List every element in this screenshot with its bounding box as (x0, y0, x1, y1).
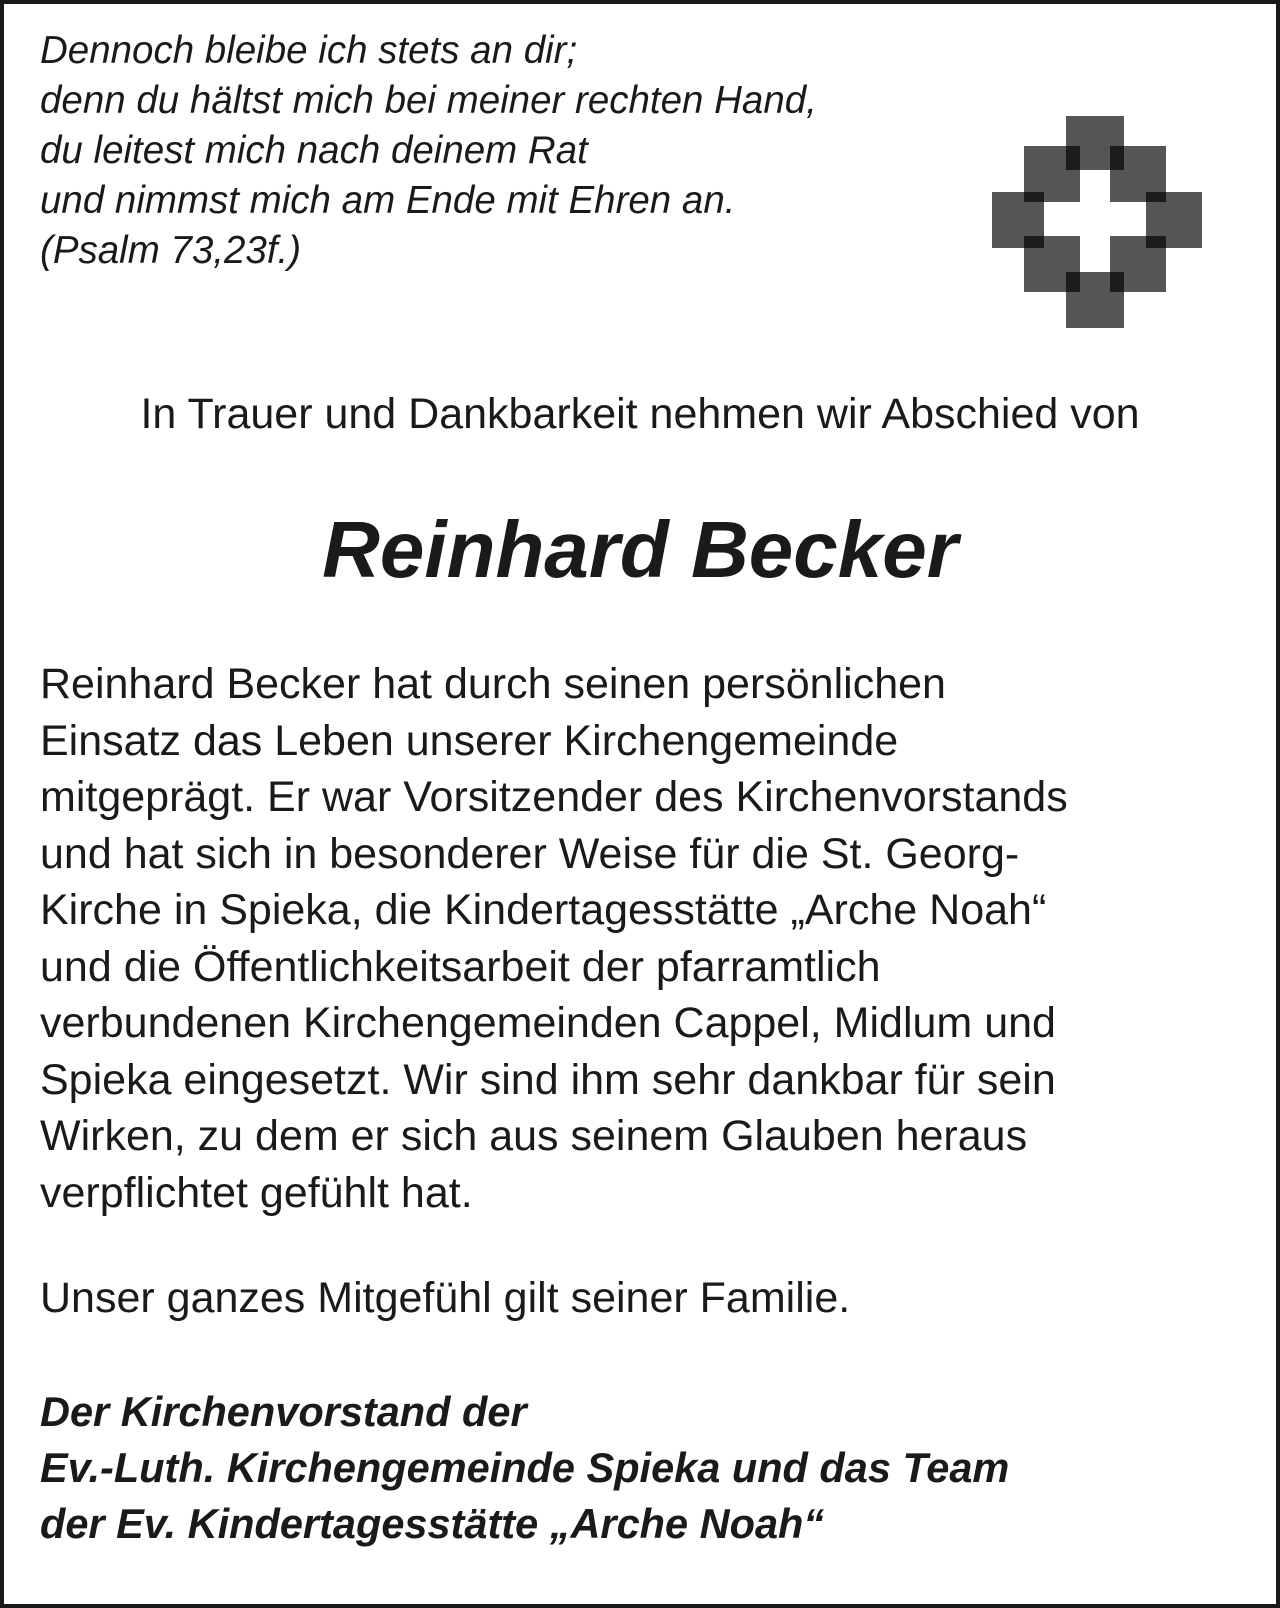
tribute-line: verpflichtet gefühlt hat. (40, 1168, 473, 1217)
deceased-name: Reinhard Becker (322, 505, 958, 594)
tribute-line: Kirche in Spieka, die Kindertagesstätte „Arche Noah“ (40, 886, 1047, 934)
verse-line: du leitest mich nach deinem Rat (40, 129, 588, 172)
tribute-line: Einsatz das Leben unserer Kirchengemeinde (40, 716, 899, 765)
tribute-line: verbundenen Kirchengemeinden Cappel, Midlum und (40, 999, 1056, 1047)
signature-block (40, 1384, 1009, 1552)
bible-verse (40, 26, 940, 276)
tribute-paragraph (40, 656, 1260, 1221)
verse-line: Dennoch bleibe ich stets an dir; (40, 29, 578, 72)
verse-line: denn du hältst mich bei meiner rechten Hand, (40, 79, 817, 122)
tribute-line: Spieka eingesetzt. Wir sind ihm sehr dankbar für sein (40, 1055, 1056, 1104)
tribute-line: mitgeprägt. Er war Vorsitzender des Kirchenvorstands (40, 773, 1068, 821)
verse-line: und nimmst mich am Ende mit Ehren an. (40, 179, 736, 222)
tribute-line: Wirken, zu dem er sich aus seinem Glauben heraus (40, 1112, 1028, 1160)
sympathy-line: Unser ganzes Mitgefühl gilt seiner Familie. (40, 1274, 851, 1322)
verse-reference: (Psalm 73,23f.) (40, 229, 302, 272)
signature-line: Ev.-Luth. Kirchengemeinde Spieka und das Team (40, 1444, 1010, 1491)
tribute-line: Reinhard Becker hat durch seinen persönlichen (40, 660, 946, 708)
tribute-line: und die Öffentlichkeitsarbeit der pfarramtlich (40, 942, 881, 991)
farewell-intro: In Trauer und Dankbarkeit nehmen wir Abschied von (140, 390, 1140, 438)
signature-line: der Ev. Kindertagesstätte „Arche Noah“ (40, 1500, 825, 1547)
tribute-line: und hat sich in besonderer Weise für die St. Georg- (40, 829, 1020, 878)
signature-line: Der Kirchenvorstand der (40, 1388, 527, 1435)
cross-icon (992, 116, 1210, 334)
